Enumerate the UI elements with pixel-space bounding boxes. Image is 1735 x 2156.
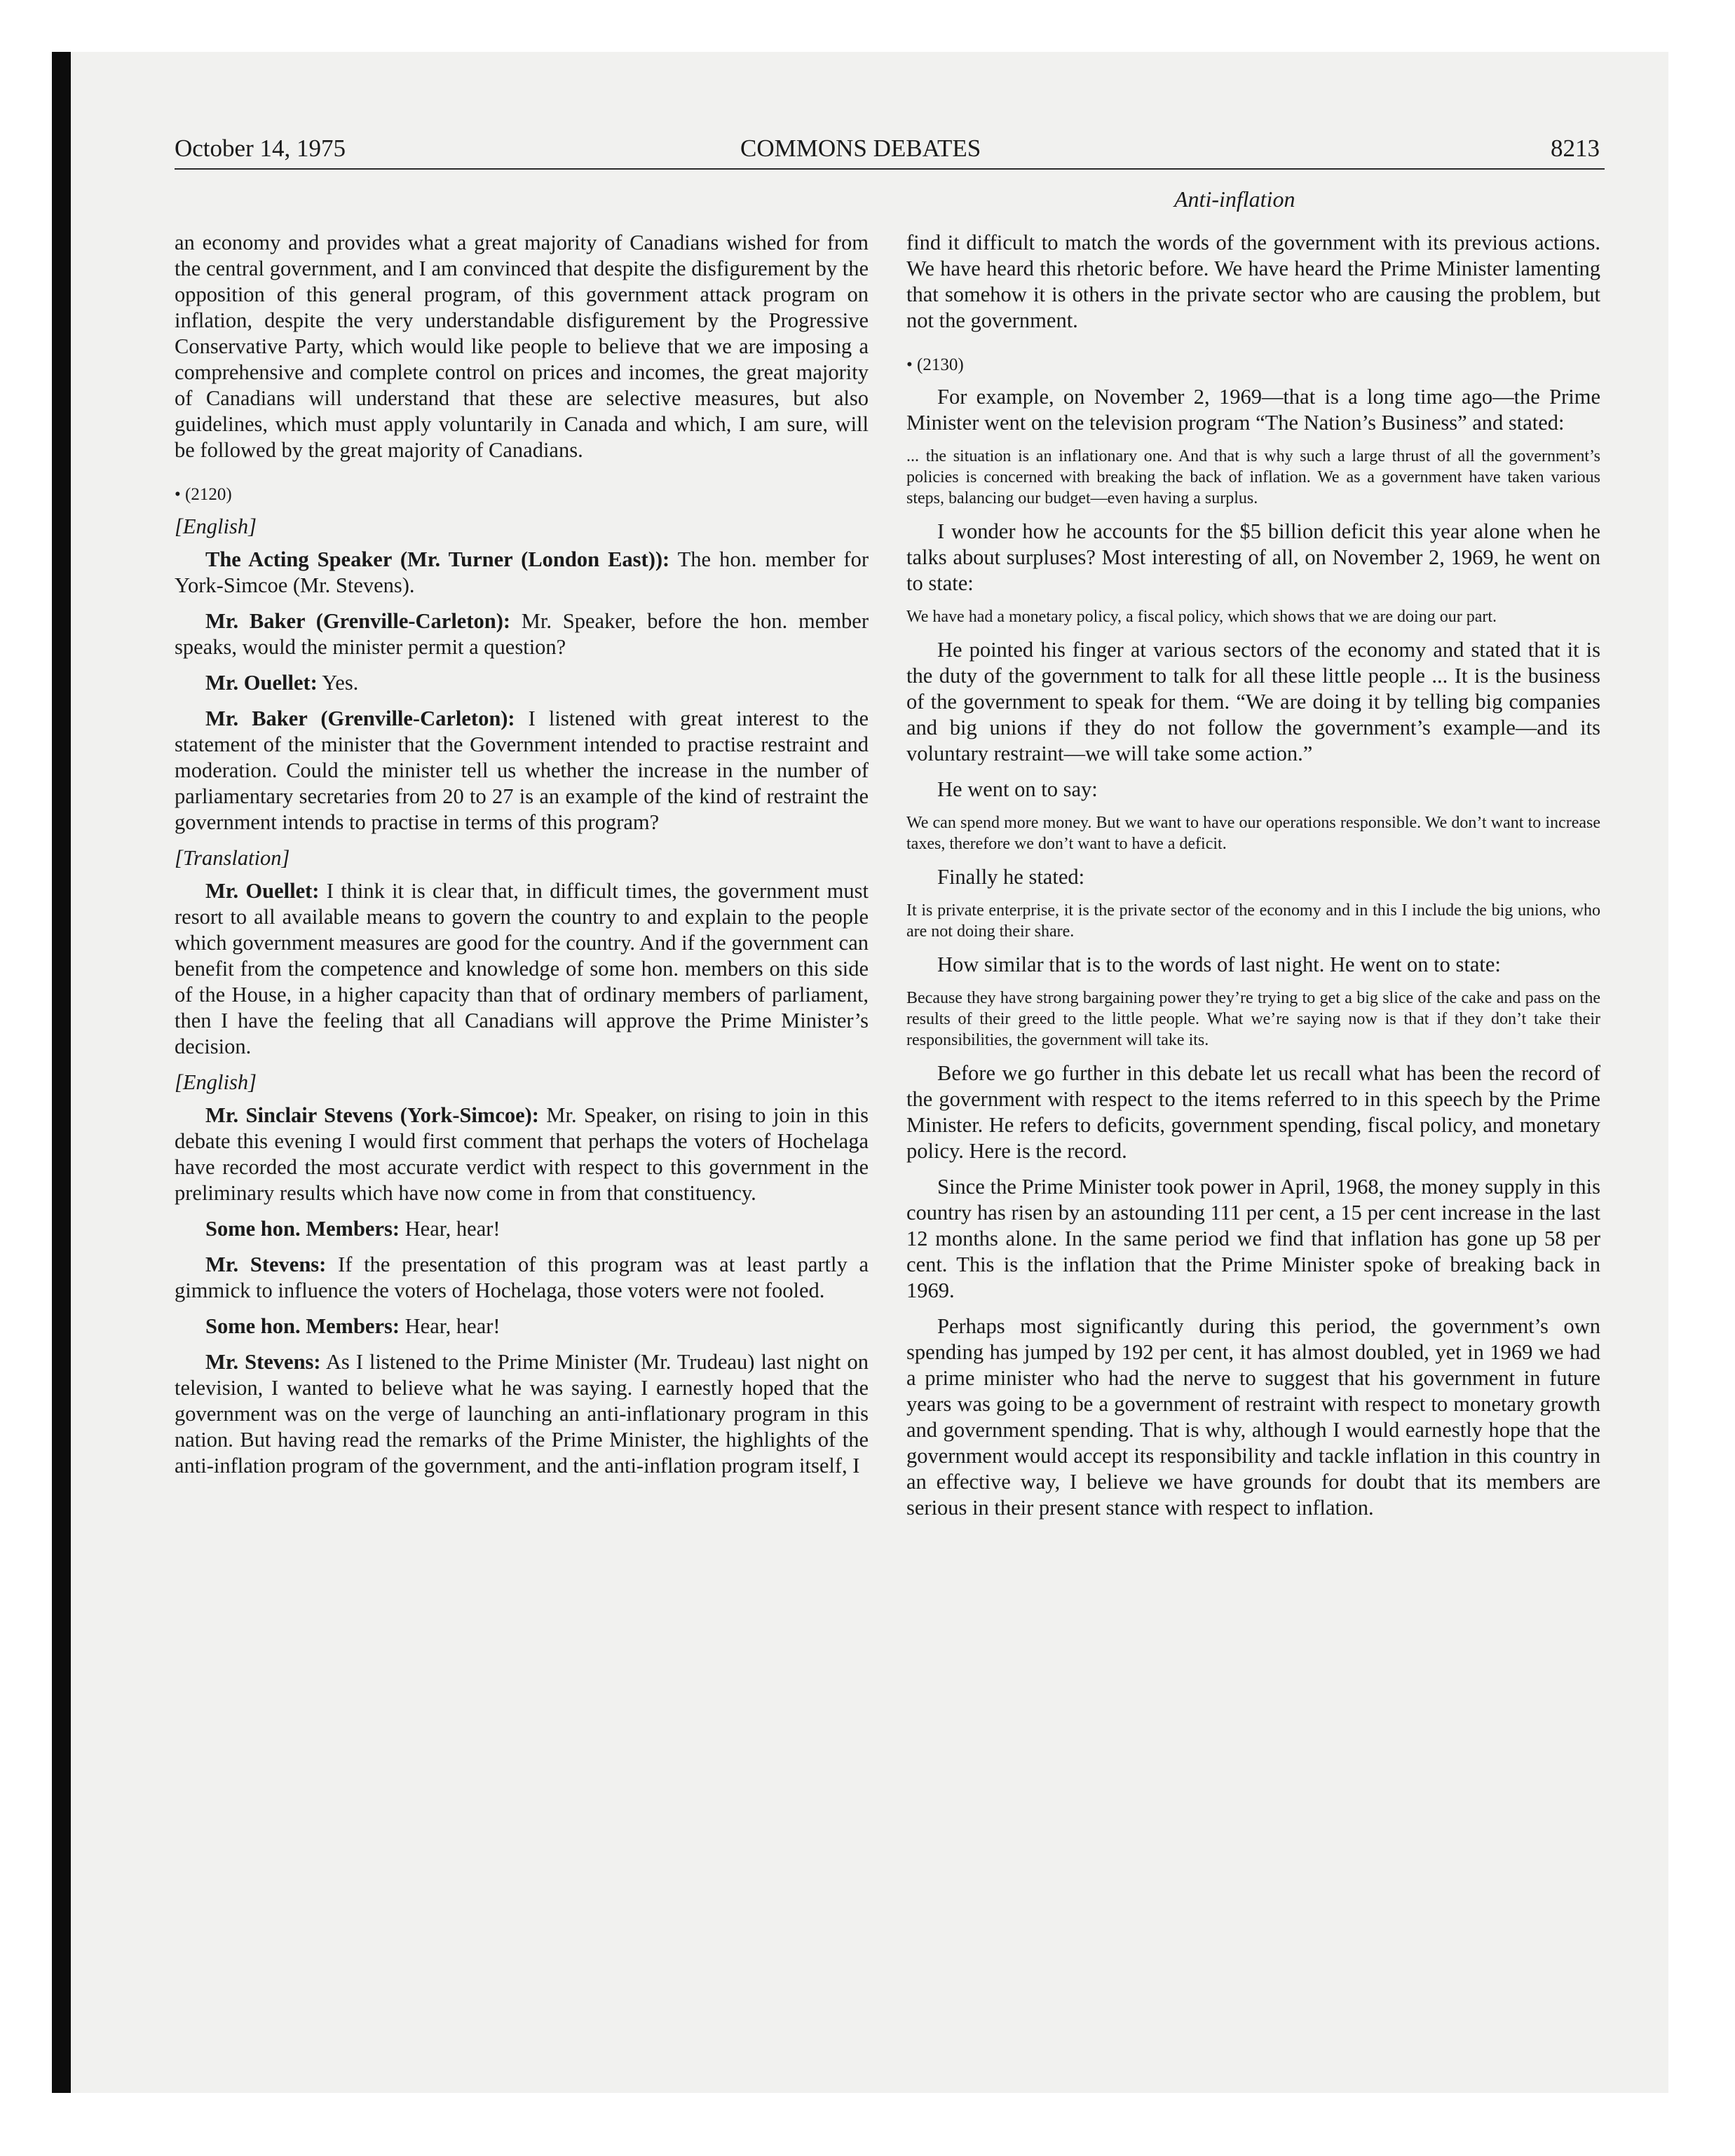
speaker-name: Mr. Baker (Grenville-Carleton): [205,707,515,730]
paragraph: I wonder how he accounts for the $5 billion deficit this year alone when he talks about surpluses? Most interesting of all, on November 2, 1969, he went on to state: [906,519,1600,595]
speech-paragraph [175,547,869,599]
language-note: [English] [175,514,257,538]
left-column [175,230,869,1489]
speech-text: Mr. Speaker, on rising to join in this debate this evening I would first comment that perhaps the voters of Hochelaga have recorded the most accurate verdict with respect to this government in the preliminary results which have now come in from that constituency. [175,1103,869,1205]
paragraph: Since the Prime Minister took power in April, 1968, the money supply in this country has risen by an astounding 111 per cent, a 15 per cent increase in the last 12 months alone. In the same period we find that inflation has gone up 58 per cent. This is the inflation that the Prime Minister spoke of breaking back in 1969. [906,1175,1600,1302]
paragraph: He went on to say: [937,777,1098,801]
speech-text: Hear, hear! [400,1217,501,1241]
header-title: COMMONS DEBATES [740,135,981,162]
paragraph: For example, on November 2, 1969—that is a long time ago—the Prime Minister went on the television program “The Nation’s Business” and stated: [906,385,1600,435]
block-quote: We can spend more money. But we want to have our operations responsible. We don’t want to increase taxes, therefore we don’t want to have a deficit. [906,814,1600,853]
speech-text: The hon. member for York-Simcoe (Mr. Stevens). [175,547,869,597]
speaker-name: Mr. Stevens: [205,1350,321,1374]
subject-heading: Anti-inflation [1174,186,1295,212]
block-quote: Because they have strong bargaining power they’re trying to get a big slice of the cake and pass on the results of their greed to the little people. What we’re saying now is that if they don’t take their responsibilities, the government will take its. [906,989,1600,1049]
block-quote: We have had a monetary policy, a fiscal policy, which shows that we are doing our part. [906,608,1497,626]
paragraph: Finally he stated: [937,865,1085,889]
speech-paragraph [175,1216,869,1242]
paragraph: Perhaps most significantly during this period, the government’s own spending has jumped by 192 per cent, it has almost doubled, yet in 1969 we had a prime minister who had the nerve to suggest that his government in future years was going to be a government of restraint with respect to monetary growth and government spending. That is why, although I would earnestly hope that the government would accept its responsibility and tackle inflation in this country in an effective way, I believe we have grounds for doubt that its members are serious in their present stance with respect to inflation. [906,1314,1600,1520]
speech-paragraph [175,1314,869,1339]
paragraph: an economy and provides what a great majority of Canadians wished for from the central government, and I am convinced that despite the disfigurement by the opposition of this general program, of this government attack program on inflation, despite the very understandable disfigurement by the Progressive Conservative Party, which would like people to believe that we are imposing a comprehensive and complete control on prices and incomes, the great majority of Canadians will understand that these are selective measures, but also guidelines, which must apply voluntarily in Canada and which, I am sure, will be followed by the great majority of Canadians. [175,231,869,462]
right-column [906,230,1600,1531]
paragraph: Before we go further in this debate let us recall what has been the record of the government with respect to the items referred to in this speech by the Prime Minister. He refers to deficits, government spending, fiscal policy, and monetary policy. Here is the record. [906,1061,1600,1163]
speaker-name: Mr. Ouellet: [205,671,318,695]
speech-paragraph [175,878,869,1060]
speech-paragraph [175,706,869,835]
speech-text: Mr. Speaker, before the hon. member speaks, would the minister permit a question? [175,609,869,659]
header-rule [175,168,1605,170]
block-quote: It is private enterprise, it is the private sector of the economy and in this I include the big unions, who are not doing their share. [906,901,1600,941]
header-page-number: 8213 [1551,135,1600,162]
speech-paragraph [175,1103,869,1206]
time-marker: • (2130) [906,355,964,374]
header-date: October 14, 1975 [175,135,346,162]
paragraph: He pointed his finger at various sectors of the economy and stated that it is the duty of the government to talk for all these little people ... It is the business of the government to speak for them. “We are doing it by telling big companies and big unions if they do not follow the government’s example—and its voluntary restraint—we will take some action.” [906,638,1600,765]
block-quote: ... the situation is an inflationary one. And that is why such a large thrust of all the government’s policies is concerned with breaking the back of inflation. We as a government have taken various steps, balancing our budget—even having a surplus. [906,447,1600,507]
speaker-name: Mr. Ouellet: [205,879,320,903]
speech-paragraph [175,1349,869,1479]
speech-text: Yes. [317,671,359,695]
paragraph: find it difficult to match the words of the government with its previous actions. We have heard this rhetoric before. We have heard the Prime Minister lamenting that somehow it is others in the private sector who are causing the problem, but not the government. [906,231,1600,332]
language-note: [English] [175,1070,257,1094]
speech-paragraph [175,670,869,696]
speaker-name: Mr. Sinclair Stevens (York-Simcoe): [205,1103,539,1127]
language-note: [Translation] [175,846,290,870]
speaker-name: Some hon. Members: [205,1314,400,1338]
speaker-name: Mr. Stevens: [205,1253,327,1276]
speech-text: Hear, hear! [400,1314,501,1338]
speech-paragraph [175,1252,869,1304]
speaker-name: Mr. Baker (Grenville-Carleton): [205,609,511,633]
speech-text: I listened with great interest to the statement of the minister that the Government intended to practise restraint and moderation. Could the minister tell us whether the increase in the number of parliamentary secretaries from 20 to 27 is an example of the kind of restraint the government intends to practise in terms of this program? [175,707,869,834]
scan-edge-shadow [52,52,71,2093]
speech-text: I think it is clear that, in difficult times, the government must resort to all available means to govern the country to and explain to the people which government measures are good for the country. And if the government can benefit from the competence and knowledge of some hon. members on this side of the House, in a higher capacity than that of ordinary members of parliament, then I have the feeling that all Canadians will approve the Prime Minister’s decision. [175,879,869,1058]
time-marker: • (2120) [175,485,232,504]
speech-text: If the presentation of this program was at least partly a gimmick to influence the voters of Hochelaga, those voters were not fooled. [175,1253,869,1302]
speech-paragraph [175,608,869,660]
paragraph: How similar that is to the words of last night. He went on to state: [937,953,1501,976]
speaker-name: The Acting Speaker (Mr. Turner (London East)): [205,547,670,571]
speaker-name: Some hon. Members: [205,1217,400,1241]
speech-text: As I listened to the Prime Minister (Mr. Trudeau) last night on television, I wanted to believe what he was saying. I earnestly hoped that the government was on the verge of launching an anti-inflationary program in this nation. But having read the remarks of the Prime Minister, the highlights of the anti-inflation program of the government, and the anti-inflation program itself, I [175,1350,869,1478]
